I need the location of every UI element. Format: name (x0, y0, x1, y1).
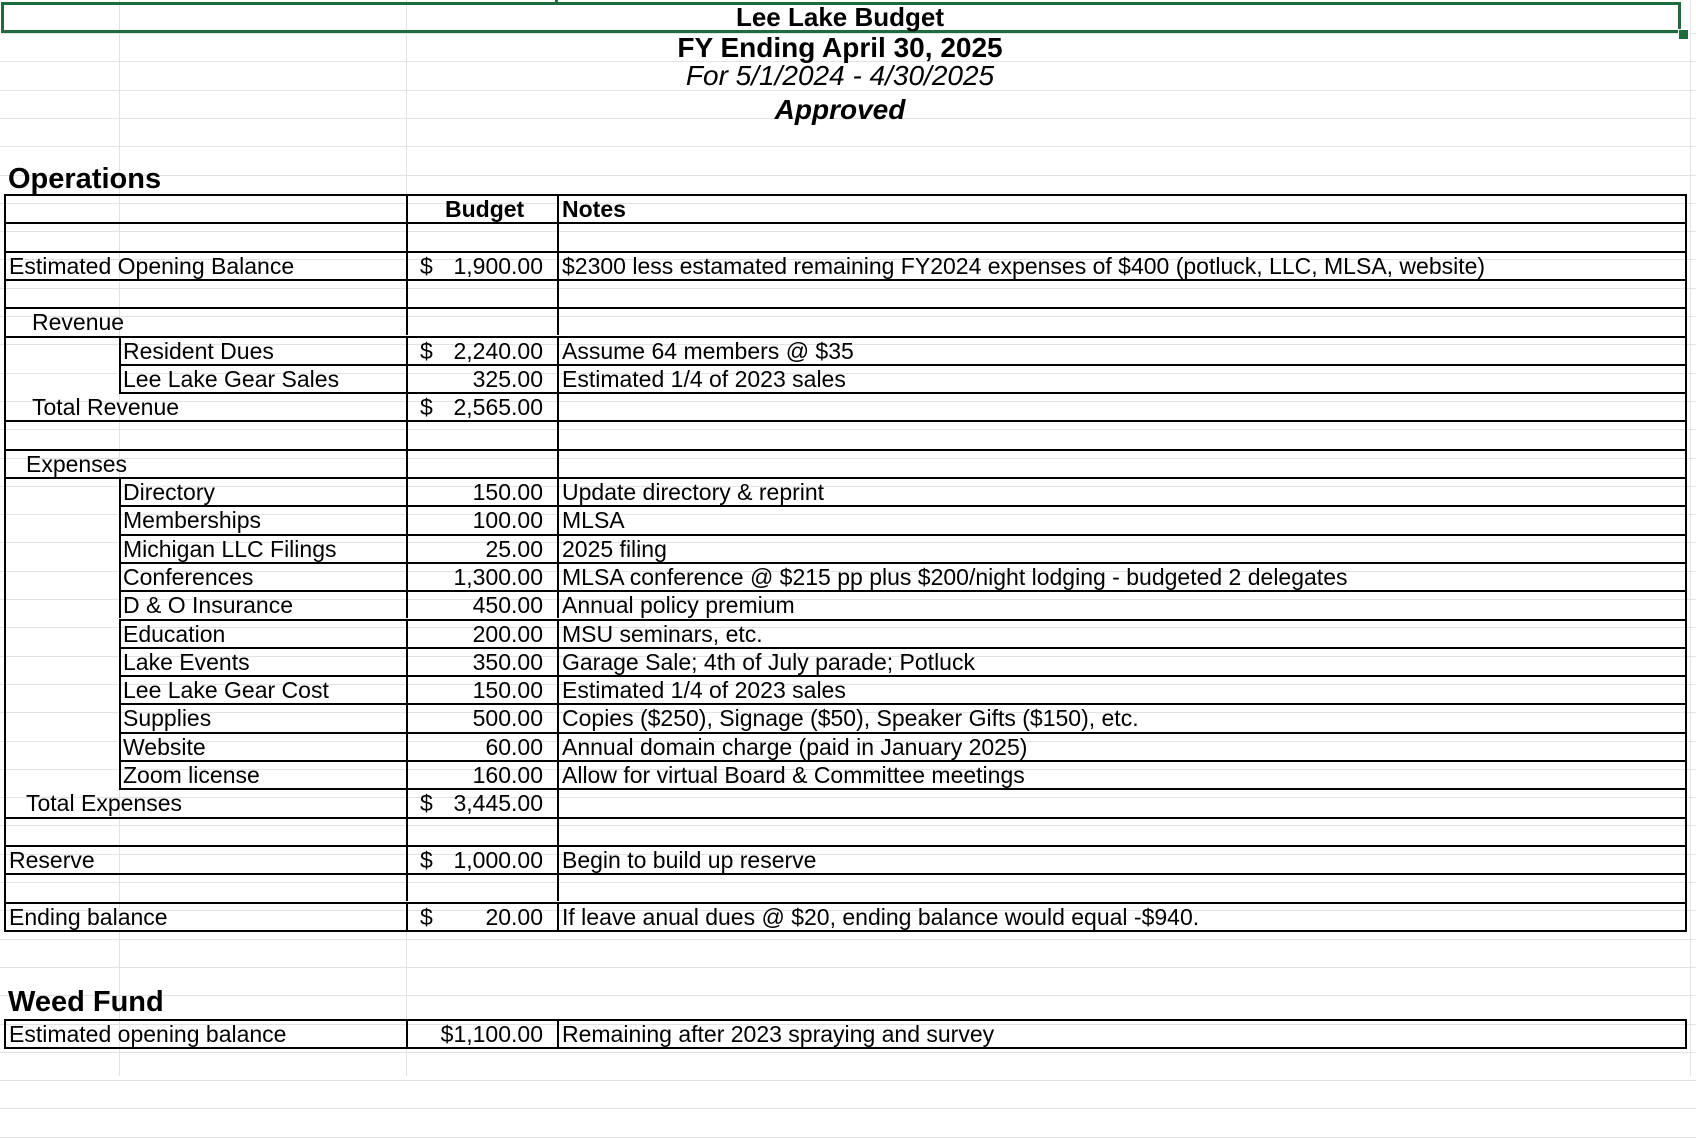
row-divider (119, 534, 1687, 536)
expense-item-amount: 100.00 (472, 507, 543, 534)
expense-item-label: Lake Events (123, 648, 250, 675)
column-divider (557, 194, 559, 222)
expense-item-note: Garage Sale; 4th of July parade; Potluck (562, 648, 975, 675)
expense-item-amount: 1,300.00 (453, 563, 543, 590)
revenue-item-label: Resident Dues (123, 337, 274, 364)
total-revenue-label: Total Revenue (32, 394, 180, 421)
row-divider (4, 817, 1687, 819)
indent-divider (119, 590, 121, 618)
expense-item-label: Directory (123, 479, 216, 505)
column-divider (406, 732, 408, 760)
weed-fund-heading: Weed Fund (8, 986, 164, 1018)
column-divider (406, 279, 408, 307)
expense-item-note: MSU seminars, etc. (562, 620, 763, 647)
expense-item-amount: 160.00 (472, 762, 543, 788)
grid-row-line (0, 1080, 1696, 1081)
expense-item-label: Michigan LLC Filings (123, 535, 337, 562)
operations-heading: Operations (8, 163, 162, 195)
weed-opening-note: Remaining after 2023 spraying and survey (562, 1021, 995, 1047)
expense-item-amount: 150.00 (472, 677, 543, 704)
column-divider (406, 1019, 408, 1047)
indent-divider (119, 505, 121, 533)
expense-item-label: Lee Lake Gear Cost (123, 677, 329, 704)
reserve-amount: 1,000.00 (453, 846, 543, 873)
column-divider (406, 873, 408, 901)
currency-symbol: $ (420, 903, 433, 930)
status-label: Approved (774, 94, 906, 125)
indent-divider (119, 562, 121, 590)
indent-divider (119, 477, 121, 505)
revenue-item-amount: 2,240.00 (453, 337, 543, 364)
column-divider (557, 251, 559, 279)
expense-item-label: D & O Insurance (123, 592, 294, 619)
budget-title: Lee Lake Budget (735, 2, 945, 32)
expense-item-note: MLSA conference @ $215 pp plus $200/night lodging - budgeted 2 delegates (562, 563, 1348, 590)
expense-item-note: MLSA (562, 507, 625, 534)
expense-item-note: Copies ($250), Signage ($50), Speaker Gifts ($150), etc. (562, 705, 1139, 732)
currency-symbol: $ (420, 790, 433, 817)
row-divider (4, 845, 1687, 847)
currency-symbol: $ (420, 394, 433, 421)
expense-item-label: Supplies (123, 705, 212, 732)
column-divider (406, 902, 408, 930)
column-divider (557, 817, 559, 845)
column-divider (406, 590, 408, 618)
ending-balance-note: If leave anual dues @ $20, ending balance would equal -$940. (562, 903, 1200, 930)
column-divider (557, 647, 559, 675)
revenue-item-amount: 325.00 (472, 365, 543, 392)
column-divider (557, 505, 559, 533)
expense-item-amount: 60.00 (485, 733, 543, 760)
column-divider (557, 788, 559, 816)
column-divider (406, 562, 408, 590)
indent-divider (119, 364, 121, 392)
column-divider (406, 675, 408, 703)
column-divider (557, 392, 559, 420)
row-divider (4, 449, 1687, 451)
column-divider (406, 760, 408, 788)
column-divider (406, 307, 408, 335)
column-divider (406, 420, 408, 448)
opening-balance-label: Estimated Opening Balance (9, 252, 295, 279)
budget-column-header: Budget (445, 196, 525, 222)
column-divider (557, 675, 559, 703)
notes-column-header: Notes (562, 196, 626, 222)
expense-item-label: Zoom license (123, 762, 260, 788)
expense-item-note: 2025 filing (562, 535, 667, 562)
column-divider (406, 788, 408, 816)
column-divider (406, 251, 408, 279)
column-divider (557, 222, 559, 250)
row-divider (119, 505, 1687, 507)
total-expenses-amount: 3,445.00 (453, 790, 543, 817)
indent-divider (119, 336, 121, 364)
grid-row-line (0, 1108, 1696, 1109)
expense-item-note: Annual policy premium (562, 592, 795, 619)
row-divider (4, 477, 1687, 479)
row-divider (4, 222, 1687, 224)
grid-row-line (0, 995, 1696, 996)
expense-item-note: Estimated 1/4 of 2023 sales (562, 677, 846, 704)
column-divider (557, 845, 559, 873)
column-divider (557, 590, 559, 618)
indent-divider (119, 703, 121, 731)
reserve-label: Reserve (9, 846, 95, 873)
grid-row-line (0, 967, 1696, 968)
fiscal-year-title: FY Ending April 30, 2025 (677, 32, 1003, 63)
currency-symbol: $ (420, 337, 433, 364)
column-divider (557, 534, 559, 562)
column-divider (557, 703, 559, 731)
column-divider (557, 873, 559, 901)
column-divider (406, 449, 408, 477)
ending-balance-label: Ending balance (9, 903, 168, 930)
expense-item-note: Allow for virtual Board & Committee meetings (562, 762, 1025, 788)
row-divider (119, 619, 1687, 621)
column-divider (406, 336, 408, 364)
ending-balance-amount: 20.00 (485, 903, 543, 930)
column-divider (406, 364, 408, 392)
expense-item-amount: 450.00 (472, 592, 543, 619)
total-expenses-label: Total Expenses (26, 790, 182, 817)
column-divider (406, 194, 408, 222)
revenue-label: Revenue (32, 309, 125, 336)
column-divider (406, 222, 408, 250)
column-divider (406, 817, 408, 845)
revenue-item-note: Assume 64 members @ $35 (562, 337, 854, 364)
grid-column-line (1690, 0, 1691, 1076)
expense-item-amount: 200.00 (472, 620, 543, 647)
indent-divider (119, 732, 121, 760)
expense-item-note: Update directory & reprint (562, 479, 825, 505)
expense-item-label: Education (123, 620, 226, 647)
expense-item-amount: 500.00 (472, 705, 543, 732)
column-divider (557, 760, 559, 788)
row-divider (4, 420, 1687, 422)
column-divider (557, 732, 559, 760)
expense-item-label: Conferences (123, 563, 254, 590)
grid-row-line (0, 175, 1696, 176)
expense-item-amount: 150.00 (472, 479, 543, 505)
column-divider (557, 902, 559, 930)
row-divider (119, 392, 1687, 394)
indent-divider (119, 619, 121, 647)
indent-divider (119, 675, 121, 703)
grid-row-line (0, 939, 1696, 940)
opening-balance-amount: 1,900.00 (453, 252, 543, 279)
indent-divider (119, 534, 121, 562)
grid-row-line (0, 146, 1696, 147)
period-subtitle: For 5/1/2024 - 4/30/2025 (685, 60, 995, 91)
column-divider (557, 336, 559, 364)
total-revenue-amount: 2,565.00 (453, 394, 543, 421)
reserve-note: Begin to build up reserve (562, 846, 817, 873)
currency-symbol: $ (420, 846, 433, 873)
revenue-item-label: Lee Lake Gear Sales (123, 365, 340, 392)
grid-row-line (0, 1052, 1696, 1053)
column-divider (406, 477, 408, 505)
expense-item-amount: 25.00 (485, 535, 543, 562)
row-divider (4, 873, 1687, 875)
row-divider (4, 307, 1687, 309)
revenue-item-note: Estimated 1/4 of 2023 sales (562, 365, 846, 392)
expenses-label: Expenses (26, 450, 128, 477)
column-divider (557, 364, 559, 392)
indent-divider (119, 760, 121, 788)
column-divider (406, 619, 408, 647)
currency-symbol: $ (420, 252, 433, 279)
weed-opening-label: Estimated opening balance (9, 1021, 287, 1047)
row-divider (119, 364, 1687, 366)
column-divider (557, 420, 559, 448)
expense-item-note: Annual domain charge (paid in January 2025) (562, 733, 1028, 760)
column-divider (557, 619, 559, 647)
column-divider (406, 845, 408, 873)
opening-balance-note: $2300 less estamated remaining FY2024 expenses of $400 (potluck, LLC, MLSA, website) (562, 252, 1486, 279)
column-divider (557, 449, 559, 477)
column-divider (557, 307, 559, 335)
column-divider (406, 505, 408, 533)
column-divider (406, 703, 408, 731)
column-divider (557, 1019, 559, 1047)
expense-item-label: Website (123, 733, 206, 760)
indent-divider (119, 647, 121, 675)
column-divider (406, 647, 408, 675)
column-divider (557, 477, 559, 505)
expense-item-label: Memberships (123, 507, 262, 534)
column-divider (406, 534, 408, 562)
column-divider (557, 562, 559, 590)
expense-item-amount: 350.00 (472, 648, 543, 675)
weed-opening-amount: $1,100.00 (440, 1021, 543, 1047)
column-divider (557, 279, 559, 307)
column-divider (406, 392, 408, 420)
